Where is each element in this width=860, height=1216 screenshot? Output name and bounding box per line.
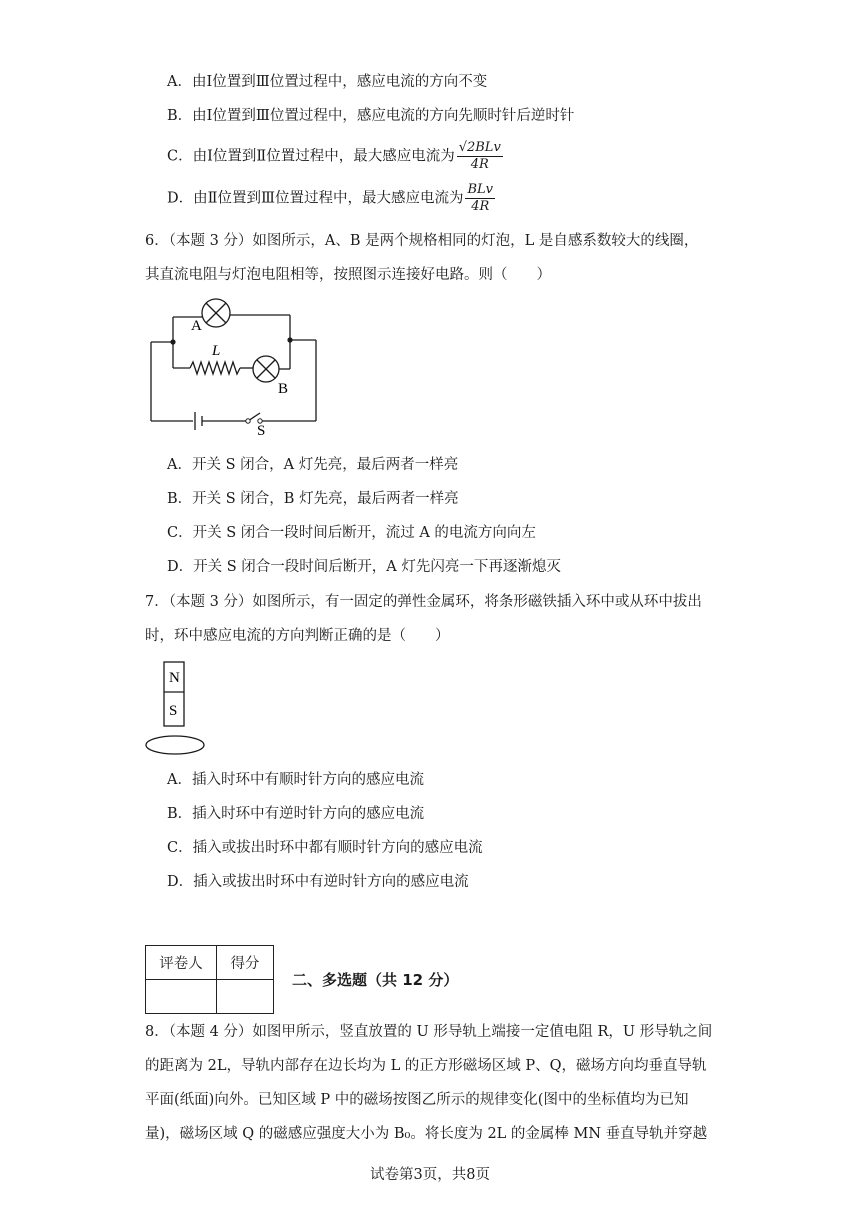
q7-option-a: A．插入时环中有顺时针方向的感应电流	[167, 772, 424, 788]
q6-option-a: A．开关 S 闭合，A 灯先亮，最后两者一样亮	[167, 457, 459, 473]
fraction: $\frac{\text{√2BLv}}{4R}$	[458, 140, 501, 172]
score-cell	[217, 980, 274, 1014]
q7-stem-line2: 时，环中感应电流的方向判断正确的是（ ）	[145, 628, 450, 644]
q6-option-c: C．开关 S 闭合一段时间后断开，流过 A 的电流方向向左	[167, 525, 536, 541]
q8-line-1: 8．（本题 4 分）如图甲所示，竖直放置的 U 形导轨上端接一定值电阻 R，U 形导轨之间	[145, 1024, 713, 1040]
q8-line-3: 平面(纸面)向外。已知区域 P 中的磁场按图乙所示的规律变化(图中的坐标值均为已知	[145, 1092, 689, 1108]
fraction: $\frac{\text{BLv}}{4R}$	[467, 182, 494, 214]
q5-option-d: D．由Ⅱ位置到Ⅲ位置过程中，最大感应电流为 $\frac{\text{BLv}}{4R}$	[167, 182, 494, 214]
q5-option-b: B．由Ⅰ位置到Ⅲ位置过程中，感应电流的方向先顺时针后逆时针	[167, 108, 575, 124]
q5-option-a: A．由Ⅰ位置到Ⅲ位置过程中，感应电流的方向不变	[167, 74, 488, 90]
coil-label: L	[212, 343, 221, 359]
q5-option-c: C．由Ⅰ位置到Ⅱ位置过程中，最大感应电流为 $\frac{\text{√2BLv}}{4R}$	[167, 140, 501, 172]
grader-header: 评卷人	[146, 946, 217, 980]
south-pole-label: S	[169, 703, 178, 719]
score-box	[145, 945, 274, 1014]
q7-option-d: D．插入或拔出时环中有逆时针方向的感应电流	[167, 874, 469, 890]
lamp-b-label: B	[278, 381, 289, 397]
lamp-a-label: A	[191, 318, 202, 334]
q7-stem-line1: 7．（本题 3 分）如图所示，有一固定的弹性金属环，将条形磁铁插入环中或从环中拔出	[145, 594, 702, 610]
q6-circuit-diagram	[140, 293, 330, 435]
q6-option-d: D．开关 S 闭合一段时间后断开，A 灯先闪亮一下再逐渐熄灭	[167, 559, 561, 575]
grader-cell	[146, 980, 217, 1014]
q8-line-2: 的距离为 2L，导轨内部存在边长均为 L 的正方形磁场区域 P、Q，磁场方向均垂直导轨	[145, 1058, 707, 1074]
switch-label: S	[257, 423, 266, 435]
page-footer: 试卷第3页，共8页	[370, 1167, 490, 1183]
north-pole-label: N	[169, 670, 180, 686]
score-header: 得分	[217, 946, 274, 980]
q6-option-b: B．开关 S 闭合，B 灯先亮，最后两者一样亮	[167, 491, 459, 507]
q7-option-b: B．插入时环中有逆时针方向的感应电流	[167, 806, 425, 822]
q6-stem-line2: 其直流电阻与灯泡电阻相等，按照图示连接好电路。则（ ）	[145, 267, 551, 283]
section-title: 二、多选题（共 12 分）	[292, 971, 459, 989]
q6-stem-line1: 6．（本题 3 分）如图所示，A、B 是两个规格相同的灯泡，L 是自感系数较大的线圈，	[145, 233, 699, 249]
q7-option-c: C．插入或拔出时环中都有顺时针方向的感应电流	[167, 840, 483, 856]
q8-line-4: 量)，磁场区域 Q 的磁感应强度大小为 B₀。将长度为 2L 的金属棒 MN 垂直导轨并穿越	[145, 1126, 708, 1142]
q7-magnet-ring-diagram	[142, 660, 212, 760]
